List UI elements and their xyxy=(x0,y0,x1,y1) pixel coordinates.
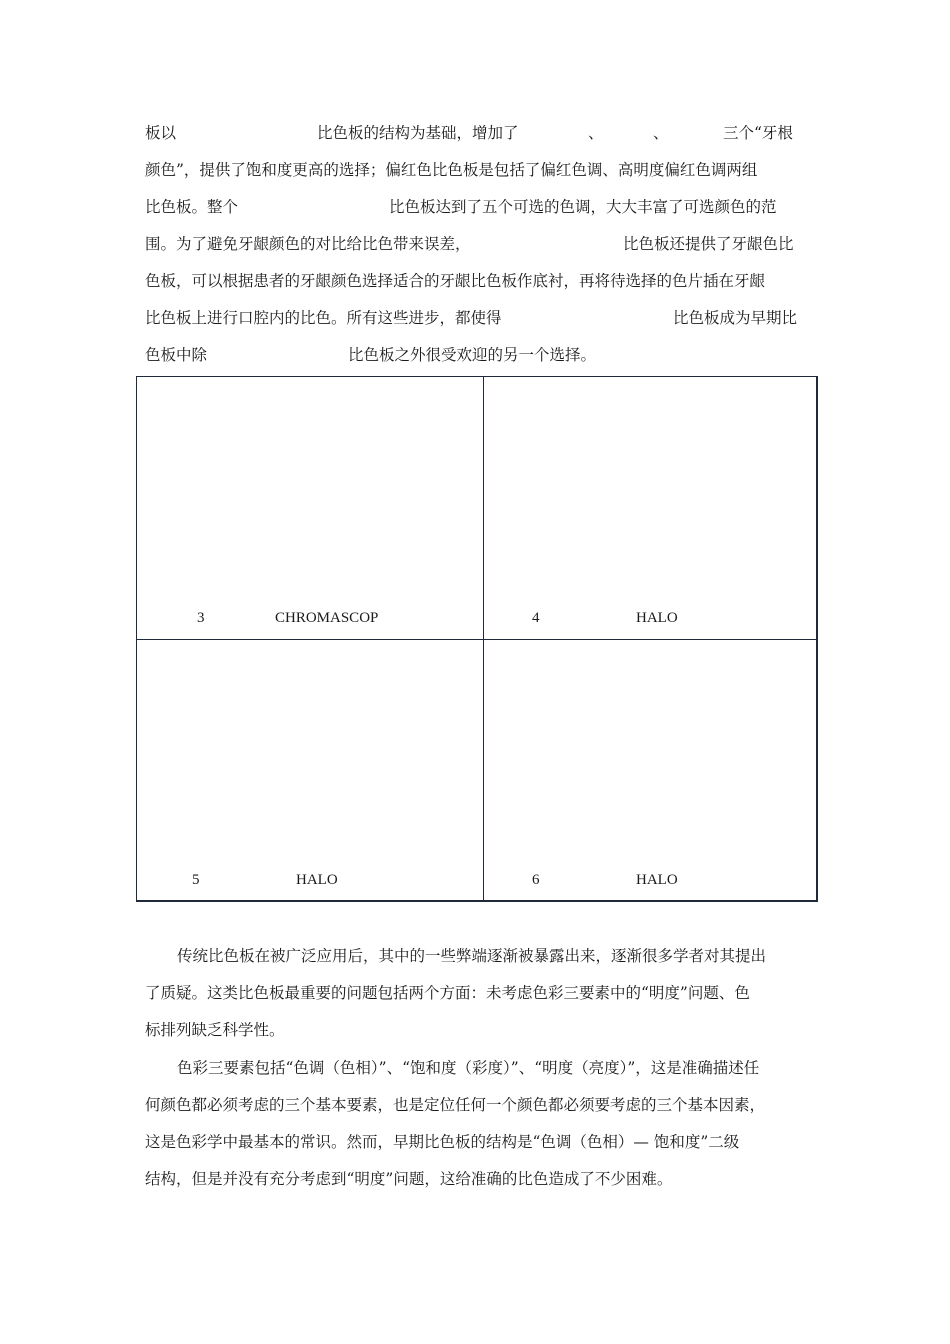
p1-line-1-seg-b: 比色板的结构为基础，增加了 xyxy=(317,124,519,142)
figure-caption: HALO xyxy=(636,610,678,626)
figure-cell-3 xyxy=(137,377,482,639)
figure-cell-4 xyxy=(484,377,829,639)
p2-line-2: 了质疑。这类比色板最重要的问题包括两个方面：未考虑色彩三要素中的“明度”问题、色 xyxy=(145,984,750,1002)
p1-line-1-seg-a: 板以 xyxy=(145,124,177,142)
p1-line-3-seg-b: 比色板达到了五个可选的色调，大大丰富了可选颜色的范 xyxy=(389,198,777,216)
p1-line-6-seg-b: 比色板成为早期比 xyxy=(673,309,798,327)
p1-line-4-seg-a: 围。为了避免牙龈颜色的对比给比色带来误差， xyxy=(145,235,471,253)
p3-line-4: 结构，但是并没有充分考虑到“明度”问题，这给准确的比色造成了不少困难。 xyxy=(145,1170,673,1188)
p2-line-1: 传统比色板在被广泛应用后，其中的一些弊端逐渐被暴露出来，逐渐很多学者对其提出 xyxy=(177,947,767,965)
p1-line-7-seg-b: 比色板之外很受欢迎的另一个选择。 xyxy=(348,346,597,364)
p3-line-1: 色彩三要素包括“色调（色相）”、“饱和度（彩度）”、“明度（亮度）”，这是准确描述任 xyxy=(177,1059,760,1077)
p1-line-6-seg-a: 比色板上进行口腔内的比色。所有这些进步，都使得 xyxy=(145,309,502,327)
p1-line-1-seg-c: 、 xyxy=(588,124,604,142)
p1-line-7-seg-a: 色板中除 xyxy=(145,346,208,364)
figure-caption: CHROMASCOP xyxy=(275,610,379,626)
figure-cell-5 xyxy=(137,640,482,902)
figure-caption: HALO xyxy=(296,872,338,888)
figure-caption: HALO xyxy=(636,872,678,888)
p1-line-3-seg-a: 比色板。整个 xyxy=(145,198,239,216)
p1-line-1-seg-d: 、 xyxy=(653,124,669,142)
p1-line-2: 颜色”，提供了饱和度更高的选择；偏红色比色板是包括了偏红色调、高明度偏红色调两组 xyxy=(145,161,758,179)
figure-grid xyxy=(136,376,818,902)
p1-line-5: 色板，可以根据患者的牙龈颜色选择适合的牙龈比色板作底衬，再将待选择的色片插在牙龈 xyxy=(145,272,766,290)
p1-line-4-seg-b: 比色板还提供了牙龈色比 xyxy=(623,235,794,253)
figure-number: 5 xyxy=(192,872,200,888)
figure-number: 3 xyxy=(197,610,205,626)
figure-cell-6 xyxy=(484,640,829,902)
p1-line-1-seg-e: 三个“牙根 xyxy=(723,124,793,142)
figure-number: 4 xyxy=(532,610,540,626)
p3-line-2: 何颜色都必须考虑的三个基本要素，也是定位任何一个颜色都必须要考虑的三个基本因素， xyxy=(145,1096,766,1114)
p2-line-3: 标排列缺乏科学性。 xyxy=(145,1021,285,1039)
p3-line-3: 这是色彩学中最基本的常识。然而，早期比色板的结构是“色调（色相）— 饱和度”二级 xyxy=(145,1133,740,1151)
figure-number: 6 xyxy=(532,872,540,888)
